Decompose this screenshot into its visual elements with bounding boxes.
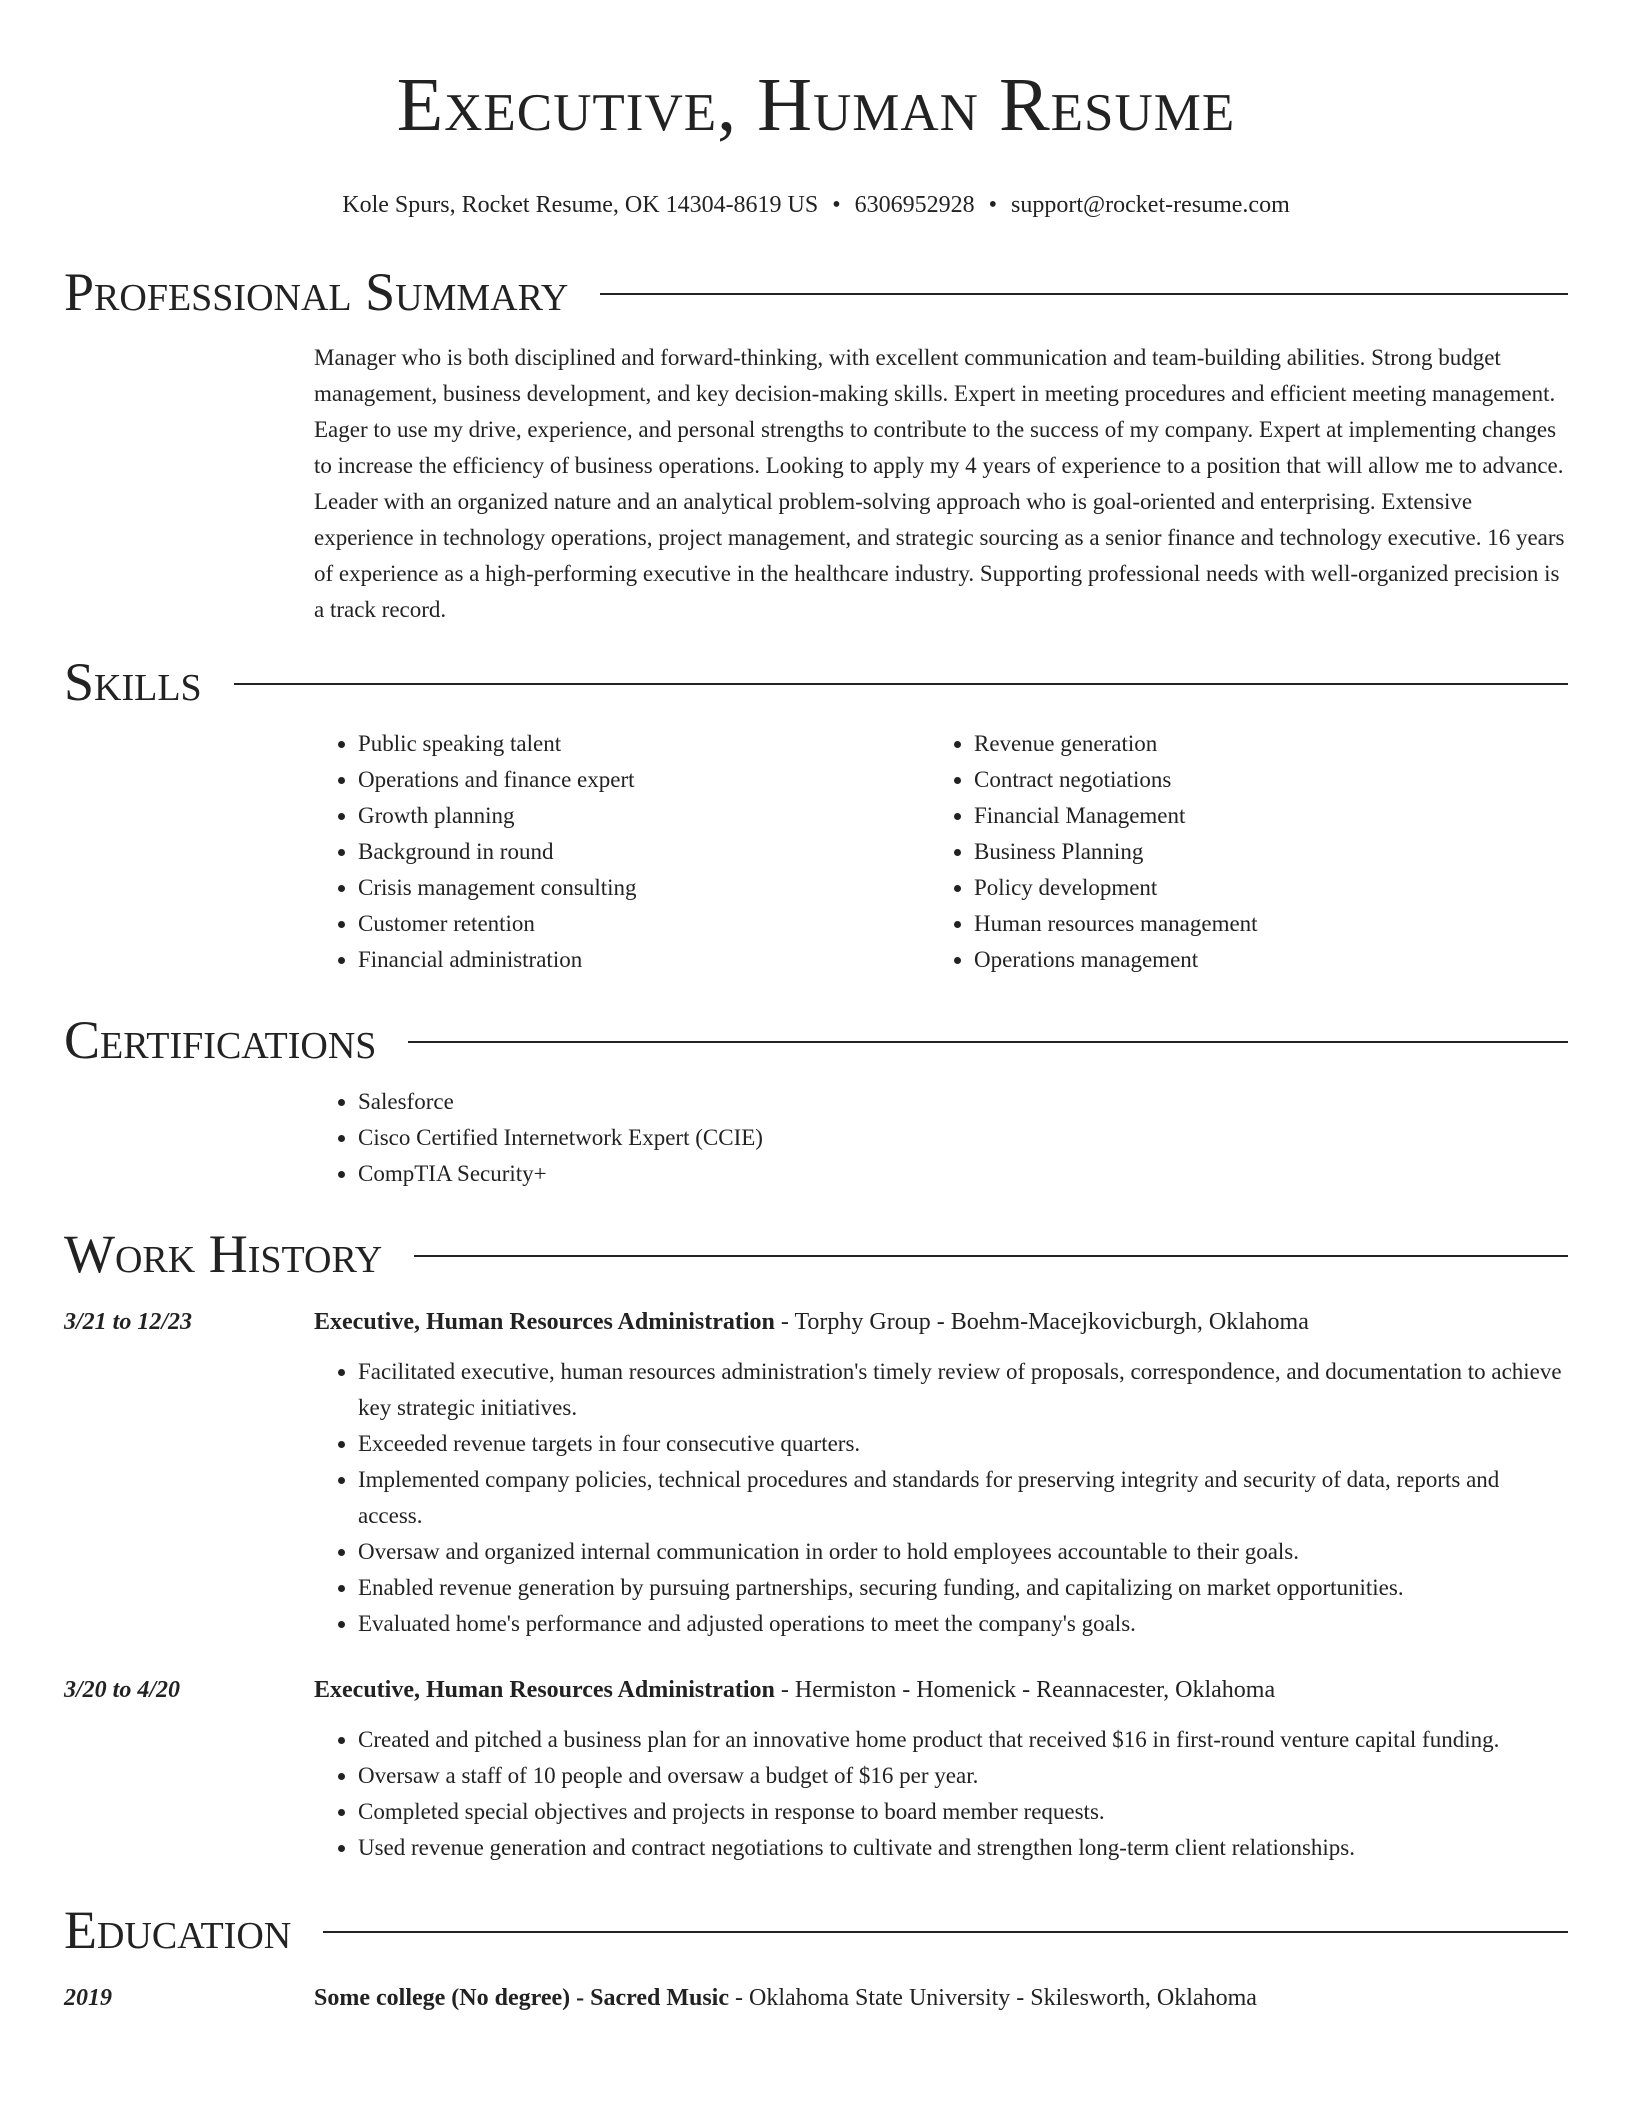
list-item: • Growth planning: [358, 798, 930, 834]
list-item: • Contract negotiations: [974, 762, 1546, 798]
list-item: • Oversaw a staff of 10 people and oversaw a budget of $16 per year.: [358, 1758, 1568, 1794]
contact-phone: 6306952928: [854, 192, 975, 218]
skills-column-left: [314, 726, 930, 978]
job-details: - Hermiston - Homenick - Reannacester, Oklahoma: [774, 1677, 1276, 1703]
list-item: • Salesforce: [358, 1084, 1568, 1120]
section-header-education: [64, 1898, 1568, 1962]
job-title: Executive, Human Resources Administration: [314, 1309, 775, 1335]
list-item: • Operations and finance expert: [358, 762, 930, 798]
job-dates: 3/21 to 12/23: [64, 1309, 193, 1335]
section-header-work-history: [64, 1222, 1568, 1286]
job-header: [64, 1304, 1568, 1340]
section-divider: [600, 293, 1568, 295]
section-header-certifications: [64, 1008, 1568, 1072]
list-item: • Operations management: [974, 942, 1546, 978]
section-header-skills: [64, 650, 1568, 714]
job-header: [64, 1672, 1568, 1708]
job-entry: [64, 1304, 1568, 1642]
list-item: • Evaluated home's performance and adjusted operations to meet the company's goals.: [358, 1606, 1568, 1642]
list-item: • Exceeded revenue targets in four consecutive quarters.: [358, 1426, 1568, 1462]
job-bullet-list: [314, 1354, 1568, 1642]
list-item: • Crisis management consulting: [358, 870, 930, 906]
list-item: • Background in round: [358, 834, 930, 870]
job-details: - Torphy Group - Boehm-Macejkovicburgh, Oklahoma: [774, 1309, 1309, 1335]
section-divider: [414, 1255, 1568, 1257]
list-item: • Financial Management: [974, 798, 1546, 834]
contact-line: [64, 190, 1568, 220]
section-divider: [408, 1041, 1568, 1043]
list-item: • Created and pitched a business plan for an innovative home product that received $16 in first-round venture capital funding.: [358, 1722, 1568, 1758]
section-title: Certifications: [64, 1010, 377, 1070]
job-title-line: [314, 1672, 1275, 1708]
education-entry: [64, 1980, 1568, 2016]
job-dates: 3/20 to 4/20: [64, 1677, 181, 1703]
education-line: [314, 1980, 1257, 2016]
skills-columns: [314, 726, 1568, 978]
contact-address: Kole Spurs, Rocket Resume, OK 14304-8619 US: [342, 192, 819, 218]
section-title: Education: [64, 1900, 292, 1960]
list-item: • Oversaw and organized internal communication in order to hold employees accountable to their goals.: [358, 1534, 1568, 1570]
list-item: • Used revenue generation and contract negotiations to cultivate and strengthen long-term client relationships.: [358, 1830, 1568, 1866]
list-item: • Facilitated executive, human resources administration's timely review of proposals, correspondence, and documentation to achieve key strategic initiatives.: [358, 1354, 1568, 1426]
list-item: • Cisco Certified Internetwork Expert (CCIE): [358, 1120, 1568, 1156]
contact-separator: •: [988, 192, 998, 218]
list-item: • Policy development: [974, 870, 1546, 906]
job-entry: [64, 1672, 1568, 1866]
section-title: Skills: [64, 652, 202, 712]
section-divider: [234, 683, 1568, 685]
skills-list-right: [930, 726, 1546, 978]
summary-text: Manager who is both disciplined and forward-thinking, with excellent communication and team-building abilities. Strong budget management, business development, and key decision-making skills. Expert in meeting procedures and efficient meeting management. Eager to use my drive, experience, and personal strengths to contribute to the success of my company. Expert at implementing changes to increase the efficiency of business operations. Looking to apply my 4 years of experience to a position that will allow me to advance. Leader with an organized nature and an analytical problem-solving approach who is goal-oriented and enterprising. Extensive experience in technology operations, project management, and strategic sourcing as a senior finance and technology executive. 16 years of experience as a high-performing executive in the healthcare industry. Supporting professional needs with well-organized precision is a track record.: [314, 345, 1565, 622]
certifications-list: [314, 1084, 1568, 1192]
list-item: • Implemented company policies, technical procedures and standards for preserving integrity and security of data, reports and access.: [358, 1462, 1568, 1534]
resume-title: Executive, Human Resume: [396, 63, 1236, 147]
section-divider: [323, 1931, 1568, 1933]
list-item: • Public speaking talent: [358, 726, 930, 762]
list-item: • Customer retention: [358, 906, 930, 942]
list-item: • Completed special objectives and projects in response to board member requests.: [358, 1794, 1568, 1830]
list-item: • Enabled revenue generation by pursuing partnerships, securing funding, and capitalizing on market opportunities.: [358, 1570, 1568, 1606]
list-item: • Revenue generation: [974, 726, 1546, 762]
job-bullets: [314, 1722, 1568, 1866]
contact-email: support@rocket-resume.com: [1011, 192, 1290, 218]
education-degree: Some college (No degree) - Sacred Music: [314, 1985, 729, 2011]
list-item: • Human resources management: [974, 906, 1546, 942]
job-bullets: [314, 1354, 1568, 1642]
education-details: - Oklahoma State University - Skilesworth, Oklahoma: [729, 1985, 1257, 2011]
job-bullet-list: [314, 1722, 1568, 1866]
contact-separator: •: [832, 192, 841, 218]
list-item: • Business Planning: [974, 834, 1546, 870]
certifications-bullets: [314, 1084, 1568, 1192]
section-title: Professional Summary: [64, 262, 569, 322]
list-item: • Financial administration: [358, 942, 930, 978]
job-title: Executive, Human Resources Administration: [314, 1677, 775, 1703]
job-title-line: [314, 1304, 1309, 1340]
skills-list-left: [314, 726, 930, 978]
list-item: • CompTIA Security+: [358, 1156, 1568, 1192]
education-year: 2019: [64, 1985, 112, 2011]
section-title: Work History: [64, 1224, 383, 1284]
skills-column-right: [930, 726, 1546, 978]
section-header-summary: [64, 260, 1568, 324]
